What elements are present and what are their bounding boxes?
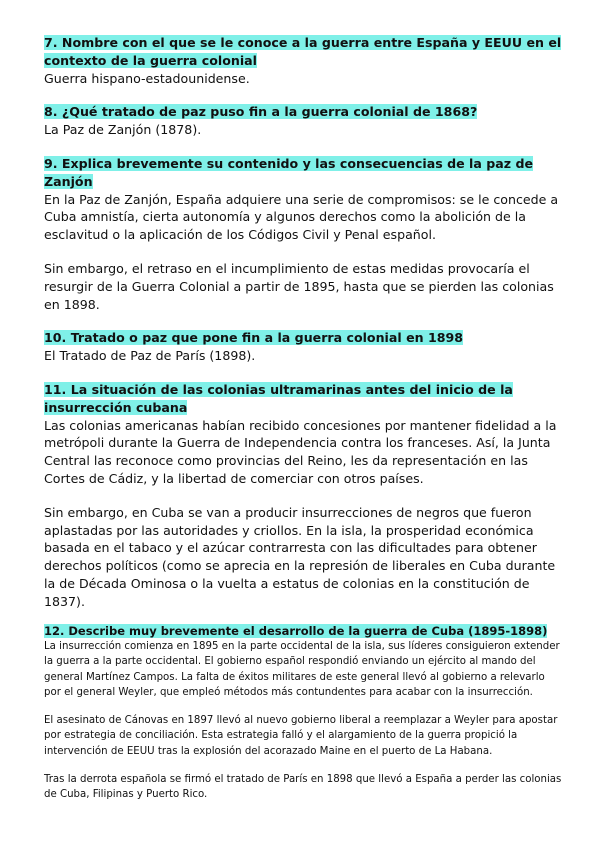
question-heading: 10. Tratado o paz que pone fin a la guerra colonial en 1898 [44,330,464,346]
question-heading: 8. ¿Qué tratado de paz puso fin a la guerra colonial de 1868? [44,104,478,120]
section-q12 [44,623,564,803]
section-q10 [44,329,564,365]
question-heading: 9. Explica brevemente su contenido y las consecuencias de la paz de Zanjón [44,155,534,189]
answer-paragraph: Tras la derrota española se firmó el tratado de París en 1898 que llevó a España a perder las colonias de Cuba, Filipinas y Puerto Rico. [44,773,562,801]
answer-paragraph: El Tratado de Paz de París (1898). [44,348,256,364]
document-page [44,34,564,803]
answer-paragraph: La Paz de Zanjón (1878). [44,122,202,138]
section-q9 [44,155,564,313]
answer-paragraph: El asesinato de Cánovas en 1897 llevó al nuevo gobierno liberal a reemplazar a Weyler para apostar por estrategia de conciliación. Esta estrategia falló y el alargamiento de la guerra propició la intervención de EEUU tras la explosión del acorazado Maine en el puerto de La Habana. [44,714,558,758]
answer-paragraph: En la Paz de Zanjón, España adquiere una serie de compromisos: se le concede a Cuba amnistía, cierta autonomía y algunos derechos como la abolición de la esclavitud o la aplicación de los Códigos Civil y Penal español. [44,191,559,243]
answer-paragraph: Sin embargo, el retraso en el incumplimiento de estas medidas provocaría el resurgir de la Guerra Colonial a partir de 1895, hasta que se pierden las colonias en 1898. [44,260,554,312]
answer-paragraph: La insurrección comienza en 1895 en la parte occidental de la isla, sus líderes consiguieron extender la guerra a la parte occidental. El gobierno español respondió enviando un ejército al mando del general Martínez Campos. La falta de éxitos militares de este general llevó al gobierno a relevarlo por el general Weyler, que empleó métodos más contundentes para acabar con la insurrección. [44,640,560,699]
answer-paragraph: Sin embargo, en Cuba se van a producir insurrecciones de negros que fueron aplastadas por las autoridades y criollos. En la isla, la prosperidad económica basada en el tabaco y el azúcar contrarresta con las dificultades para obtener derechos políticos (como se aprecia en la represión de liberales en Cuba durante la de Década Ominosa o la vuelta a estatus de colonias en la constitución de 1837). [44,504,556,609]
question-heading: 11. La situación de las colonias ultramarinas antes del inicio de la insurrección cubana [44,381,513,415]
section-q8 [44,103,564,139]
section-q7 [44,34,564,87]
question-heading: 12. Describe muy brevemente el desarrollo de la guerra de Cuba (1895-1898) [44,623,548,638]
answer-paragraph: Guerra hispano-estadounidense. [44,70,250,86]
section-q11 [44,381,564,611]
answer-paragraph: Las colonias americanas habían recibido concesiones por mantener fidelidad a la metrópoli durante la Guerra de Independencia contra los franceses. Así, la Junta Central las reconoce como provincias del Reino, les da representación en las Cortes de Cádiz, y la libertad de comerciar con otros países. [44,417,557,486]
question-heading: 7. Nombre con el que se le conoce a la guerra entre España y EEUU en el contexto de la guerra colonial [44,35,562,68]
